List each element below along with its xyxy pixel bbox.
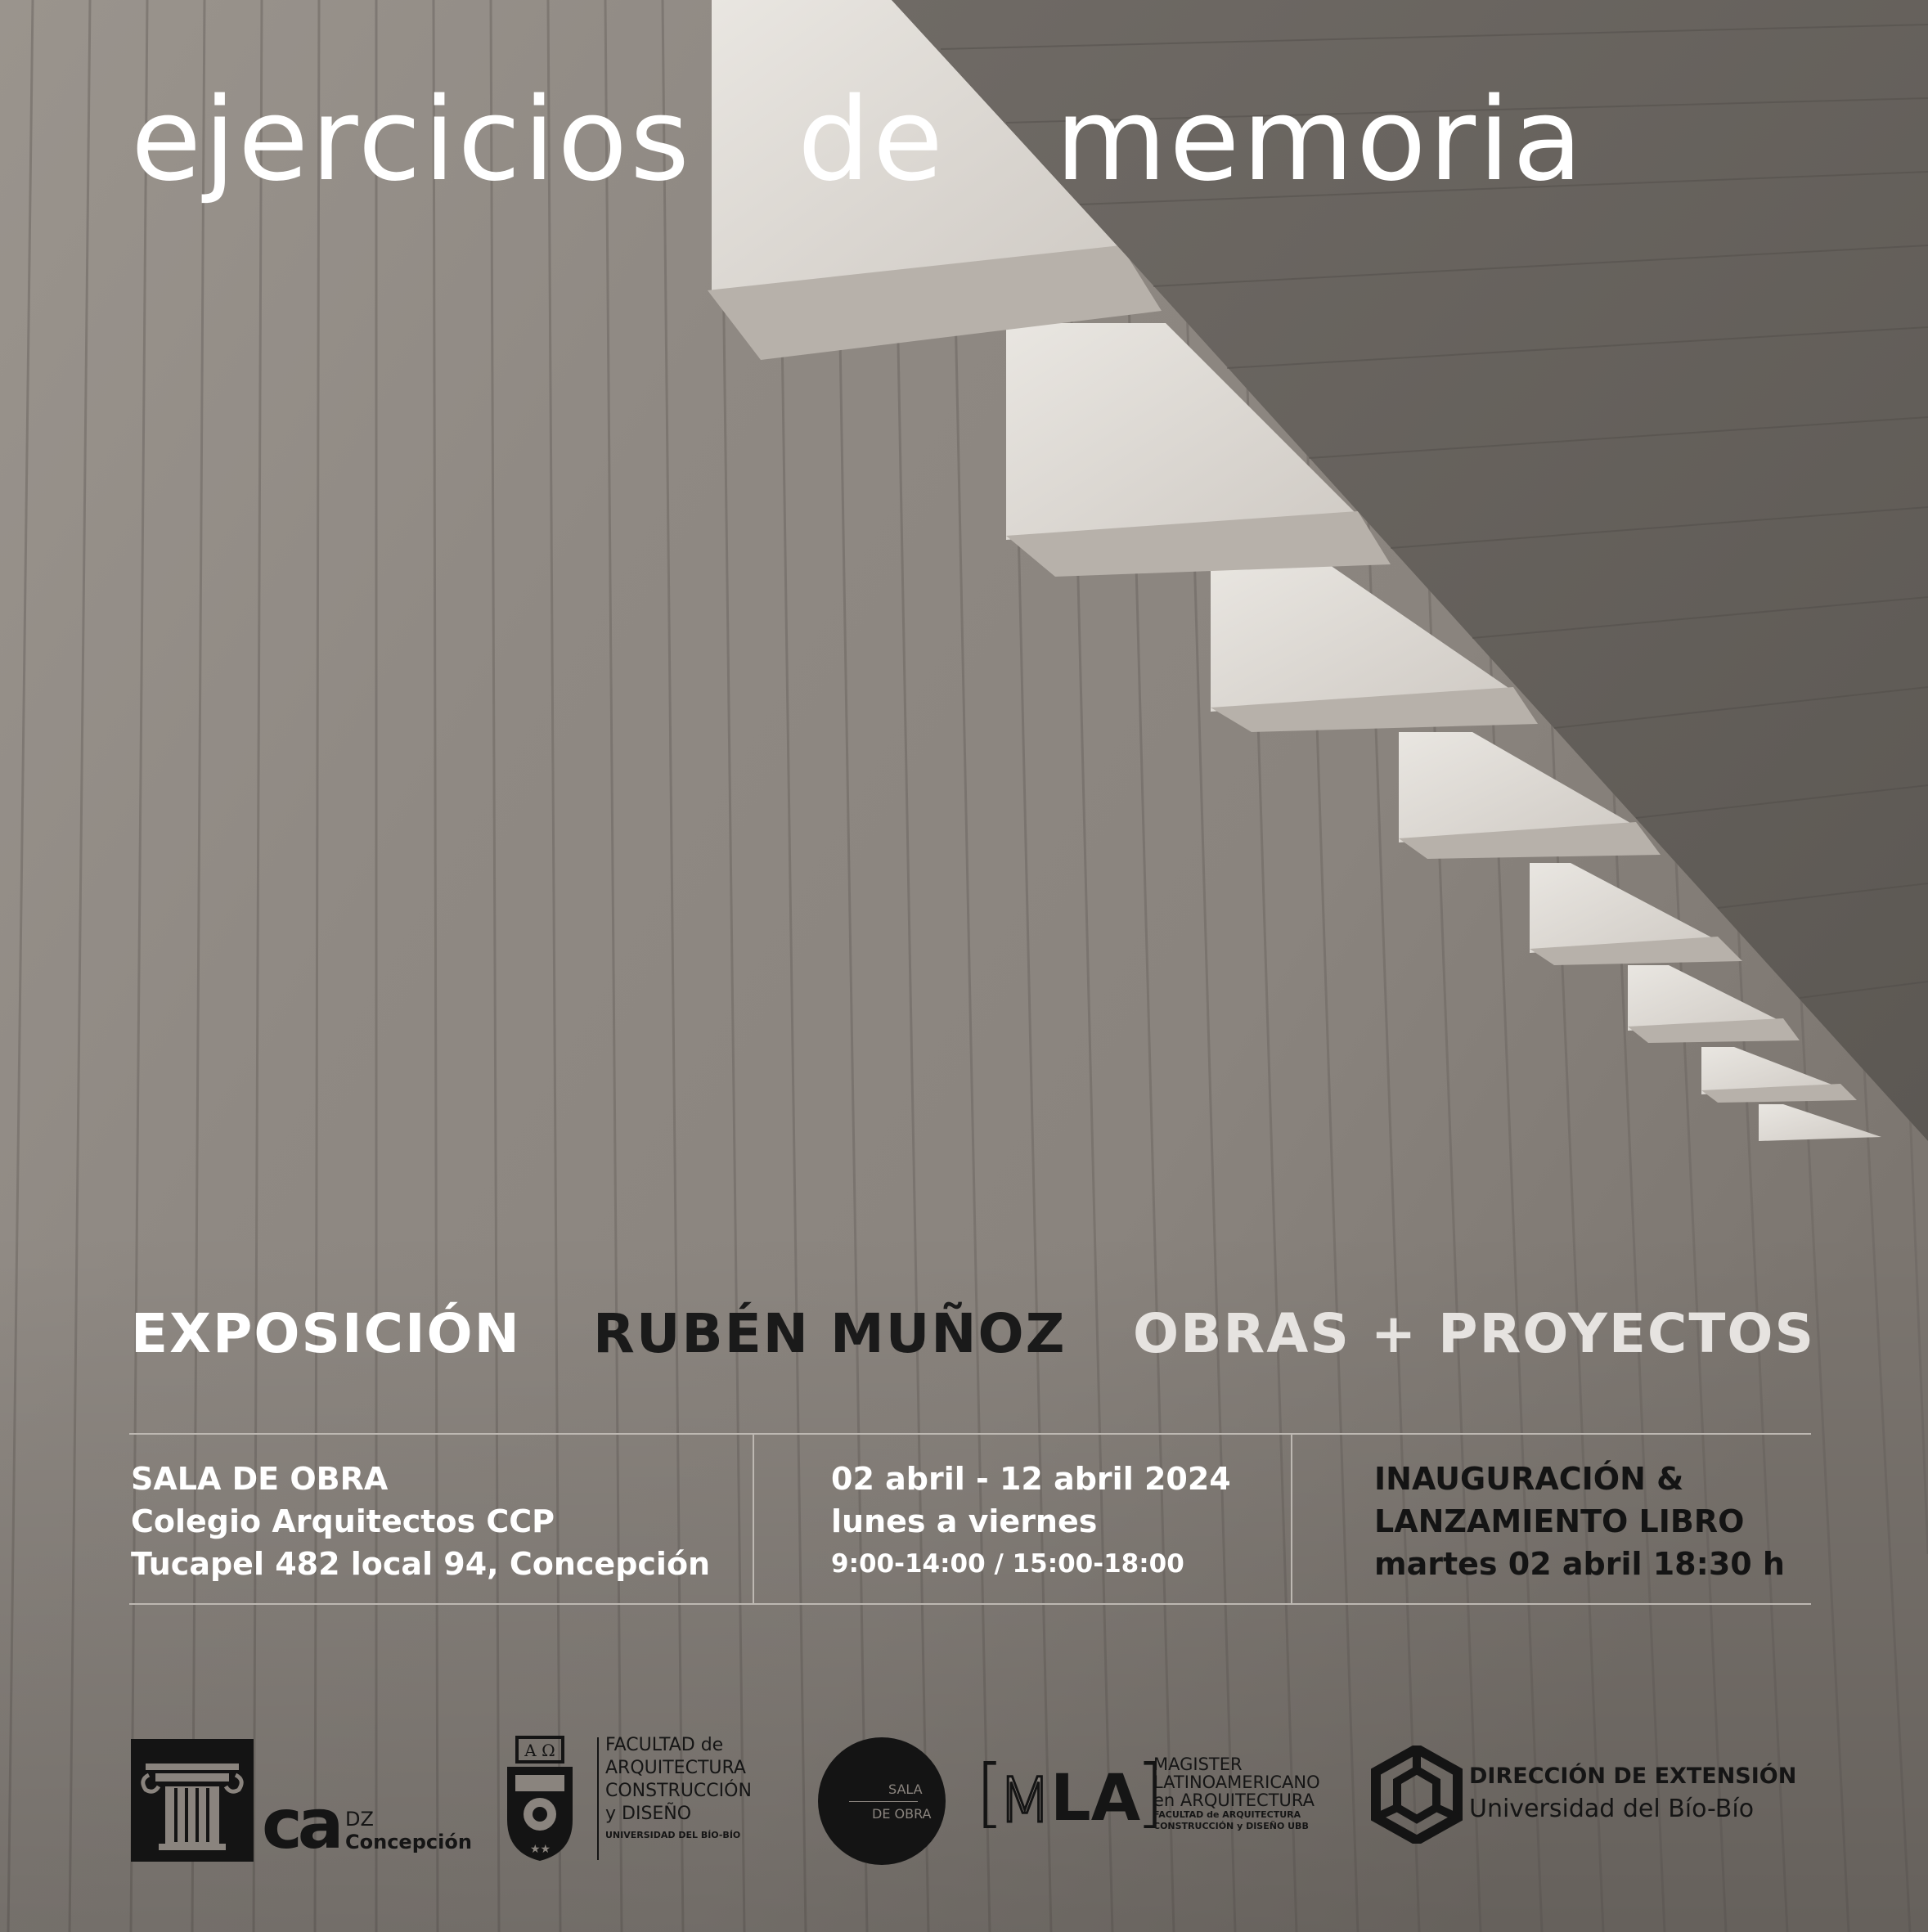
mla-line-3: en ARQUITECTURA [1153,1790,1315,1810]
extension-line-1: DIRECCIÓN DE EXTENSIÓN [1469,1764,1797,1789]
ca-dz: DZ [345,1808,374,1831]
venue-info [131,1458,710,1585]
colegio-arquitectos-logo [131,1739,474,1878]
shield-top-text: A Ω [524,1741,555,1760]
divider-vertical-1 [753,1433,754,1605]
divider-bottom [129,1603,1811,1605]
svg-text:★★: ★★ [530,1843,551,1856]
mla-logo [975,1749,1343,1862]
schedule-dates: 02 abril - 12 abril 2024 [831,1461,1231,1497]
opening-line-2: LANZAMIENTO LIBRO [1374,1503,1745,1539]
mla-line-2: LATINOAMERICANO [1153,1772,1320,1792]
schedule-days: lunes a viernes [831,1503,1098,1539]
venue-line-2: Colegio Arquitectos CCP [131,1503,555,1539]
opening-info [1374,1458,1785,1585]
divider-vertical-2 [1291,1433,1292,1605]
heading-artist: RUBÉN MUÑOZ [593,1302,1067,1365]
schedule-hours: 9:00-14:00 / 15:00-18:00 [831,1549,1184,1579]
facultad-university: UNIVERSIDAD DEL BÍO-BÍO [605,1830,741,1840]
title-word-2: de [798,74,946,207]
ionic-column-icon [131,1739,254,1862]
mla-mark-la: LA [1050,1762,1141,1835]
divider-top [129,1433,1811,1435]
opening-line-1: INAUGURACIÓN & [1374,1461,1684,1497]
university-shield-icon [499,1734,581,1863]
mla-text [1153,1755,1320,1832]
mla-bracket-left: [ [975,1749,1004,1836]
ca-city: Concepción [345,1831,472,1853]
heading-subtitle: OBRAS + PROYECTOS [1133,1302,1816,1365]
title-word-1: ejercicios [131,74,692,207]
facultad-logo [499,1734,785,1881]
mla-line-4: FACULTAD de ARQUITECTURA [1153,1809,1301,1820]
mla-line-5: CONSTRUCCIÓN y DISEÑO UBB [1153,1821,1309,1831]
facultad-line-2: ARQUITECTURA [605,1758,746,1778]
facultad-line-3: CONSTRUCCIÓN [605,1781,752,1801]
mla-line-1: MAGISTER [1153,1755,1243,1774]
heading-exposicion: EXPOSICIÓN [131,1302,521,1365]
sala-line-2: DE OBRA [872,1806,932,1822]
extension-logo [1368,1746,1826,1860]
schedule-info [831,1458,1231,1585]
facultad-name [605,1734,752,1845]
title-word-3: memoria [1055,74,1585,207]
extension-line-2: Universidad del Bío-Bío [1469,1795,1755,1823]
facultad-line-4: y DISEÑO [605,1804,692,1824]
sala-line-1: SALA [888,1781,923,1797]
mla-bracket-right: ] [1135,1749,1165,1836]
hexagon-knot-icon [1368,1746,1466,1844]
venue-line-3: Tucapel 482 local 94, Concepción [131,1546,711,1582]
mla-mark-m: M [998,1764,1052,1836]
ca-mark: ca [262,1784,339,1864]
sponsor-logos [0,1718,1928,1881]
facultad-divider [597,1737,599,1860]
sala-de-obra-logo [818,1737,949,1868]
opening-line-3: martes 02 abril 18:30 h [1374,1546,1785,1582]
venue-line-1: SALA DE OBRA [131,1461,389,1497]
facultad-line-1: FACULTAD de [605,1735,724,1755]
sala-de-obra-line [849,1801,918,1802]
